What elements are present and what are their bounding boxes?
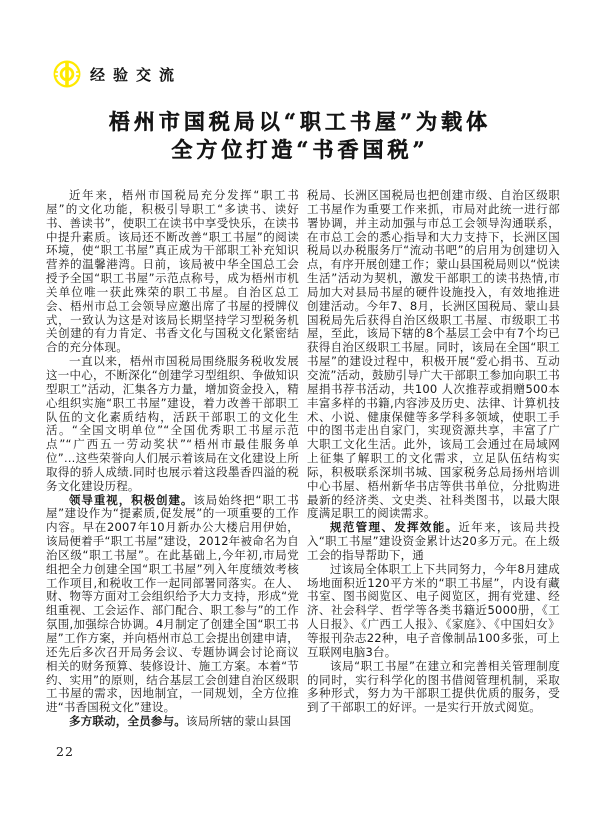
left-column bbox=[46, 189, 299, 729]
paragraph bbox=[307, 521, 560, 563]
paragraph bbox=[46, 715, 299, 729]
article-body bbox=[46, 189, 560, 729]
paragraph bbox=[46, 355, 299, 493]
paragraph bbox=[46, 189, 299, 355]
paragraph-text: 该局所辖的蒙山县国 bbox=[186, 714, 292, 729]
section-label: 经验交流 bbox=[90, 65, 183, 84]
paragraph bbox=[46, 494, 299, 716]
paragraph-text: 税局、长洲区国税局也把创建市级、自治区级职工书屋作为重要工作来抓，市局对此统一进行部署协调，并主动加强与市总工会领导沟通联系，在市总工会的悉心指导和大力支持下，长洲区国税局以办税服务厅“流动书吧”的启用为创建切入点，有序开展创建工作；蒙山县国税局则以“悦读生活”活动为契机，激发干部职工的读书热情,市局加大对县局书屋的硬件设施投入，有效地推进创建活动。今年7、8月，长洲区国税局、蒙山县国税局先后获得自治区级职工书屋、市级职工书屋，至此，该局下辖的8个基层工会中有7个均已获得自治区级职工书屋。同时，该局在全国“职工书屋”的建设过程中，积极开展“爱心捐书、互动交流”活动，鼓励引导广大干部职工参加向职工书屋捐书荐书活动，共100 人次推荐或捐赠500本丰富多样的书籍,内容涉及历史、法律、计算机技术、小说、健康保健等多学科多领域，使职工手中的图书走出自家门，实现资源共享，丰富了广大职工文化生活。此外，该局工会通过在局域网上征集了解职工的文化需求，立足队伍结构实际，积极联系深圳书城、国家税务总局扬州培训中心书屋、梧州新华书店等供书单位，分批购进最新的经济类、文史类、社科类图书，以最大限度满足职工的阅读需求。 bbox=[307, 188, 560, 521]
paragraph bbox=[307, 189, 560, 521]
paragraph-text: 近年来，该局共投入“职工书屋”建设资金累计达20多万元。在上级工会的指导帮助下，通 bbox=[307, 520, 560, 562]
article-title-line1: 梧州市国税局以“职工书屋”为载体 bbox=[108, 109, 492, 134]
paragraph-lead: 领导重视，积极创建。 bbox=[69, 492, 194, 507]
paragraph bbox=[307, 660, 560, 715]
paragraph-lead: 多方联动，全员参与。 bbox=[69, 714, 186, 729]
article-title-line2: 全方位打造“书香国税” bbox=[171, 137, 429, 162]
right-column bbox=[307, 189, 560, 729]
section-header bbox=[53, 60, 182, 88]
article-title bbox=[0, 108, 600, 164]
page-number: 22 bbox=[56, 744, 74, 759]
paragraph-text: 近年来，梧州市国税局充分发挥“职工书屋”的文化功能，积极引导职工“多读书、读好书、善读书”，使职工在读书中享受快乐，在读书中提升素质。该局还不断改善“职工书屋”的阅读环境，使“职工书屋”真正成为干部职工补充知识营养的温馨港湾。日前，该局被中华全国总工会授予全国“职工书屋”示范点称号，成为梧州市机关单位唯一获此殊荣的职工书屋。自治区总工会、梧州市总工会领导应邀出席了书屋的授牌仪式，一致认为这是对该局长期坚持学习型税务机关创建的有力肯定、书香文化与国税文化紧密结合的充分体现。 bbox=[46, 188, 299, 355]
paragraph bbox=[307, 563, 560, 660]
paragraph-lead: 规范管理、发挥效能。 bbox=[330, 520, 459, 535]
paragraph-text: 过该局全体职工上下共同努力，今年8月建成场地面积近120平方米的“职工书屋”，内设有藏书室、图书阅览区、电子阅览区，拥有党建、经济、社会科学、哲学等各类书籍近5000册，《工人日报》、《广西工人报》、《家庭》、《中国妇女》等报刊杂志22种，电子音像制品100多张，可上互联网电脑3台。 bbox=[307, 561, 560, 659]
paragraph-text: 一直以来，梧州市国税局围绕服务税收发展这一中心，不断深化“创建学习型组织、争做知识型职工”活动，汇集各方力量，增加资金投入，精心组织实施“职工书屋”建设，着力改善干部职工队伍的文化素质结构，活跃干部职工的文化生活。“全国文明单位”“全国优秀职工书屋示范点”“广西五一劳动奖状”“梧州市最佳服务单位”…这些荣誉向人们展示着该局在文化建设上所取得的骄人成绩.同时也展示着这段墨香四溢的税务文化建设历程。 bbox=[46, 354, 299, 493]
paragraph-text: 该局“职工书屋”在建立和完善相关管理制度的同时，实行科学化的图书借阅管理机制，采取多种形式，努力为干部职工提供优质的服务，受到了干部职工的好评。一是实行开放式阅览。 bbox=[307, 658, 560, 715]
paragraph-text: 该局始终把“职工书屋”建设作为“提素质,促发展”的一项重要的工作内容。早在2007年10月新办公大楼启用伊始，该局便着手“职工书屋”建设，2012年被命名为自治区级“职工书屋”。在此基础上,今年初,市局党组把全力创建全国“职工书屋”列入年度绩效考核工作项目,和税收工作一起同部署同落实。在人、财、物等方面对工会组织给予大力支持，形成“党组重视、工会运作、部门配合、职工参与”的工作氛围,加强综合协调。4月制定了创建全国“职工书屋”工作方案，并向梧州市总工会提出创建申请，还先后多次召开局务会议、专题协调会讨论商议相关的财务预算、装修设计、施工方案。本着“节约、实用”的原则，结合基层工会创建自治区级职工书屋的需求，因地制宜，一同规划，全方位推进“书香国税文化”建设。 bbox=[46, 492, 299, 715]
trade-union-emblem-icon bbox=[53, 60, 81, 88]
